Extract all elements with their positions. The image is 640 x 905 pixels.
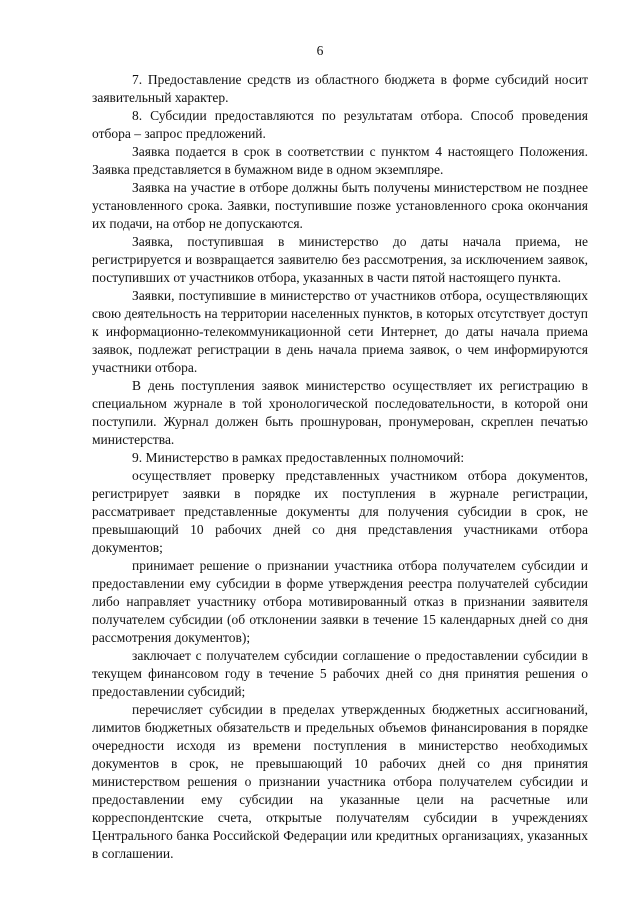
paragraph-early-application: Заявка, поступившая в министерство до даты начала приема, не регистрируется и возвращается заявителю без рассмотрения, за исключением заявок, поступивших от участников отбора, указанных в части пятой настоящего пункта. <box>92 234 588 285</box>
page-number: 6 <box>316 43 324 58</box>
document-body <box>92 71 588 863</box>
paragraph-recipient-decision: принимает решение о признании участника отбора получателем субсидии и предоставлении ему субсидии в форме утверждения реестра получателей субсидии либо направляет участнику отбора мотивированный отказ в признании заявителя получателем субсидии (об отклонении заявки в течение 15 календарных дней со дня рассмотрения документов); <box>92 558 588 645</box>
paragraph-7-form-of-subsidy: 7. Предоставление средств из областного бюджета в форме субсидий носит заявительный характер. <box>92 72 588 105</box>
paragraph-transfer-funds: перечисляет субсидии в пределах утвержденных бюджетных ассигнований, лимитов бюджетных обязательств и предельных объемов финансирования в порядке очередности исходя из времени поступления в министерство необходимых документов в срок, не превышающий 10 рабочих дней со дня принятия министерством решения о признании участника отбора получателем субсидии и предоставлении ему субсидии на указанные цели на расчетные или корреспондентские счета, открытые получателям субсидии в учреждениях Центрального банка Российской Федерации или кредитных организациях, указанных в соглашении. <box>92 702 588 861</box>
paragraph-9-ministry-powers: 9. Министерство в рамках предоставленных полномочий: <box>132 450 465 465</box>
paragraph-agreement: заключает с получателем субсидии соглашение о предоставлении субсидии в текущем финансовом году в течение 5 рабочих дней со дня принятия решения о предоставлении субсидий; <box>92 648 588 699</box>
paragraph-application-deadline: Заявка подается в срок в соответствии с пунктом 4 настоящего Положения. Заявка представляется в бумажном виде в одном экземпляре. <box>92 144 588 177</box>
paragraph-document-check: осуществляет проверку представленных участником отбора документов, регистрирует заявки в порядке их поступления в журнале регистрации, рассматривает представленные документы для получения субсидии в срок, не превышающий 10 рабочих дней со дня представления участниками отбора документов; <box>92 468 588 555</box>
paragraph-registration-journal: В день поступления заявок министерство осуществляет их регистрацию в специальном журнале в той хронологической последовательности, в которой они поступили. Журнал должен быть прошнурован, пронумерован, скреплен печатью министерства. <box>92 378 588 447</box>
paragraph-application-receipt: Заявка на участие в отборе должны быть получены министерством не позднее установленного срока. Заявки, поступившие позже установленного срока окончания их подачи, на отбор не допускаются. <box>92 180 588 231</box>
paragraph-no-internet-applicants: Заявки, поступившие в министерство от участников отбора, осуществляющих свою деятельность на территории населенных пунктов, в которых отсутствует доступ к информационно-телекоммуникационной сети Интернет, до даты начала приема заявок, подлежат регистрации в день начала приема заявок, о чем информируются участники отбора. <box>92 288 588 375</box>
paragraph-8-selection-method: 8. Субсидии предоставляются по результатам отбора. Способ проведения отбора – запрос предложений. <box>92 108 588 141</box>
